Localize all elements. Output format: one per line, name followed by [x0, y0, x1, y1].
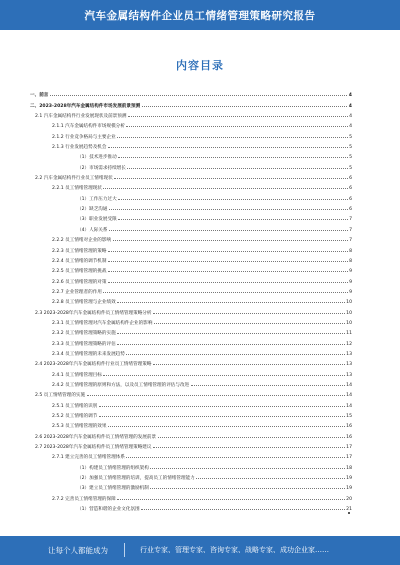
toc-dot-leader — [154, 323, 345, 324]
toc-dot-leader — [153, 447, 345, 448]
toc-dot-leader — [196, 478, 344, 479]
toc-dot-leader — [113, 240, 348, 241]
toc-entry-page: 13 — [346, 351, 352, 357]
toc-entry-page: 14 — [346, 393, 352, 399]
toc-entry-page: 19 — [346, 476, 352, 482]
toc-entry-title: 2.5.3 员工情绪管理的效果 — [52, 424, 107, 430]
toc-entry[interactable] — [30, 222, 352, 232]
toc-dot-leader — [108, 426, 345, 427]
toc-entry-page: 12 — [346, 341, 352, 347]
toc-entry-title: （2）加强员工情绪管理的培训，提高员工的情绪管理能力 — [77, 476, 195, 482]
toc-entry-title: 2.2.8 员工情绪管理与企业绩效 — [52, 300, 116, 306]
toc-entry[interactable] — [30, 119, 352, 129]
toc-dot-leader — [103, 292, 347, 293]
toc-entry[interactable] — [30, 367, 352, 377]
toc-entry[interactable] — [30, 150, 352, 160]
footer-bar — [0, 536, 400, 565]
toc-entry-page: 5 — [349, 145, 352, 151]
toc-entry-page: 21 — [346, 507, 352, 513]
toc-entry[interactable] — [30, 357, 352, 367]
toc-entry-title: 2.3.3 员工情绪管理策略的评估 — [52, 341, 116, 347]
toc-entry[interactable] — [30, 450, 352, 460]
toc-entry[interactable] — [30, 440, 352, 450]
toc-entry-title: （2）缺乏沟通 — [77, 207, 108, 213]
header-title: 汽车金属结构件企业员工情绪管理策略研究报告 — [84, 9, 316, 22]
toc-entry[interactable] — [30, 274, 352, 284]
toc-entry-title: （3）职业发展受限 — [77, 217, 117, 223]
toc-entry[interactable] — [30, 471, 352, 481]
toc-entry-page: 18 — [346, 465, 352, 471]
footer-slogan-left: 让每个人都能成为 — [48, 546, 108, 555]
toc-entry-page: 16 — [346, 424, 352, 430]
toc-entry[interactable] — [30, 398, 352, 408]
toc-entry-page: 5 — [349, 134, 352, 140]
toc-entry-title: 2.2.4 员工情绪的调节机制 — [52, 258, 107, 264]
toc-dot-leader — [117, 302, 344, 303]
toc-entry-page: 4 — [348, 93, 352, 99]
toc-dot-leader — [118, 157, 347, 158]
toc-dot-leader — [150, 488, 344, 489]
toc-dot-leader — [109, 230, 348, 231]
toc-dot-leader — [117, 137, 347, 138]
toc-entry-title: 2.4.1 员工情绪管理目标 — [52, 372, 102, 378]
toc-dot-leader — [117, 344, 344, 345]
toc-entry-title: （1）构建员工情绪管理的组织架构 — [77, 465, 149, 471]
toc-entry[interactable] — [30, 129, 352, 139]
toc-entry-page: 9 — [349, 289, 352, 295]
toc-entry-page: 13 — [346, 362, 352, 368]
toc-entry[interactable] — [30, 316, 352, 326]
toc-entry-title: 2.2.7 企业管理者的作用 — [52, 289, 102, 295]
toc-dot-leader — [114, 178, 347, 179]
toc-entry-title: （1）技术进步推动 — [77, 155, 117, 161]
toc-dot-leader — [158, 437, 345, 438]
toc-entry-page: 5 — [349, 155, 352, 161]
toc-entry[interactable] — [30, 419, 352, 429]
toc-entry-page: 17 — [346, 445, 352, 451]
toc-entry-page: 19 — [346, 486, 352, 492]
toc-entry-title: 2.3.4 员工情绪管理的未来发展趋势 — [52, 351, 125, 357]
header-bar — [0, 0, 400, 30]
toc-dot-leader — [99, 406, 345, 407]
toc-entry-page: 16 — [346, 434, 352, 440]
toc-entry-page: 6 — [349, 176, 352, 182]
toc-entry-title: 二、2023-2028年汽车金属结构件市场发展前景预测 — [30, 103, 141, 109]
toc-entry-title: 2.7.1 建立完善的员工情绪管理体系 — [52, 455, 125, 461]
toc-entry[interactable] — [30, 243, 352, 253]
toc-entry-title: 2.5 员工情绪管理的实施 — [35, 393, 86, 399]
toc-entry[interactable] — [30, 429, 352, 439]
toc-dot-leader — [117, 333, 344, 334]
toc-entry[interactable] — [30, 378, 352, 388]
toc-entry-title: 2.6 2023-2028年汽车金属结构件员工情绪管理的发展前景 — [35, 434, 157, 440]
toc-dot-leader — [127, 168, 347, 169]
toc-entry[interactable] — [30, 388, 352, 398]
toc-entry[interactable] — [30, 305, 352, 315]
toc-dot-leader — [153, 313, 345, 314]
toc-entry-page: 10 — [346, 310, 352, 316]
toc-entry-title: （3）建立员工情绪管理的激励机制 — [77, 486, 149, 492]
table-of-contents — [30, 88, 352, 512]
toc-entry-title: 2.1 汽车金属结构件行业发展现状及前景预测 — [35, 114, 127, 120]
toc-dot-leader — [191, 385, 345, 386]
toc-entry-title: 2.4 2023-2028年汽车金属结构件行业员工情绪管理策略 — [35, 362, 152, 368]
toc-entry-title: 一、前言 — [30, 93, 49, 99]
toc-dot-leader — [150, 468, 344, 469]
toc-dot-leader — [128, 116, 348, 117]
toc-entry-page: 11 — [346, 331, 352, 337]
toc-entry[interactable] — [30, 347, 352, 357]
toc-entry-title: 2.2.2 员工情绪对企业的影响 — [52, 238, 112, 244]
toc-entry-title: 2.2.5 员工情绪管理的挑战 — [52, 269, 107, 275]
toc-entry[interactable] — [30, 460, 352, 470]
toc-dot-leader — [108, 261, 348, 262]
footer-slogan-right: 行业专家、管理专家、咨询专家、战略专家、成功企业家…… — [140, 546, 329, 554]
toc-entry-page: 4 — [349, 124, 352, 130]
page-mark — [348, 512, 350, 514]
toc-entry-title: 2.3.1 员工情绪管理对汽车金属结构件企业的影响 — [52, 320, 153, 326]
toc-entry[interactable] — [30, 264, 352, 274]
toc-entry-page: 6 — [349, 207, 352, 213]
toc-entry-page: 7 — [349, 217, 352, 223]
toc-entry-page: 17 — [346, 455, 352, 461]
toc-entry-title: 2.2.1 员工情绪管理现状 — [52, 186, 102, 192]
toc-entry-page: 8 — [349, 248, 352, 254]
toc-entry-page: 7 — [349, 238, 352, 244]
toc-entry-page: 10 — [346, 300, 352, 306]
toc-dot-leader — [126, 354, 344, 355]
toc-dot-leader — [103, 375, 344, 376]
toc-entry-page: 20 — [346, 496, 352, 502]
toc-entry[interactable] — [30, 181, 352, 191]
toc-entry-page: 8 — [349, 258, 352, 264]
toc-dot-leader — [87, 395, 345, 396]
toc-entry-title: 2.7.2 完善员工情绪管理的保障 — [52, 496, 116, 502]
toc-dot-leader — [126, 126, 347, 127]
toc-entry-title: 2.2.3 员工情绪管理的策略 — [52, 248, 107, 254]
toc-dot-leader — [99, 416, 345, 417]
toc-dot-leader — [108, 251, 348, 252]
toc-entry[interactable] — [30, 171, 352, 181]
toc-entry-title: 2.2 汽车金属结构件行业员工情绪现状 — [35, 176, 113, 182]
toc-entry[interactable] — [30, 202, 352, 212]
toc-dot-leader — [141, 509, 344, 510]
toc-entry-page: 4 — [349, 114, 352, 120]
toc-dot-leader — [118, 199, 347, 200]
toc-dot-leader — [117, 499, 344, 500]
toc-dot-leader — [103, 188, 347, 189]
toc-entry-page: 6 — [349, 186, 352, 192]
toc-entry[interactable] — [30, 212, 352, 222]
footer-divider — [124, 543, 125, 557]
toc-entry-title: 2.5.2 员工情绪的调节 — [52, 414, 98, 419]
toc-entry[interactable] — [30, 254, 352, 264]
toc-entry[interactable] — [30, 160, 352, 170]
toc-entry-page: 4 — [348, 103, 352, 109]
toc-entry-page: 13 — [346, 372, 352, 378]
toc-dot-leader — [109, 209, 348, 210]
toc-dot-leader — [126, 457, 344, 458]
toc-entry[interactable] — [30, 233, 352, 243]
toc-entry[interactable] — [30, 98, 352, 108]
toc-entry[interactable] — [30, 140, 352, 150]
toc-dot-leader — [108, 271, 348, 272]
toc-entry-title: 2.3 2023-2028年汽车金属结构件员工情绪管理策略分析 — [35, 310, 152, 316]
toc-entry[interactable] — [30, 109, 352, 119]
toc-entry-title: （1）营造和谐的企业文化氛围 — [77, 507, 140, 513]
toc-entry-page: 6 — [349, 196, 352, 202]
toc-dot-leader — [108, 282, 348, 283]
toc-entry[interactable] — [30, 88, 352, 98]
toc-entry-page: 14 — [346, 403, 352, 409]
toc-entry-page: 9 — [349, 279, 352, 285]
toc-dot-leader — [108, 147, 348, 148]
toc-entry-title: 2.2.6 员工情绪管理的对策 — [52, 279, 107, 285]
toc-dot-leader — [118, 219, 347, 220]
toc-entry-title: 2.1.2 行业竞争格局与主要企业 — [52, 134, 116, 140]
toc-entry[interactable] — [30, 502, 352, 512]
toc-entry[interactable] — [30, 409, 352, 419]
toc-entry-title: （1）工作压力过大 — [77, 196, 117, 202]
toc-entry-title: 2.1.3 行业发展趋势及机会 — [52, 145, 107, 151]
toc-entry[interactable] — [30, 481, 352, 491]
toc-entry[interactable] — [30, 191, 352, 201]
toc-entry[interactable] — [30, 295, 352, 305]
toc-dot-leader — [153, 364, 345, 365]
toc-entry-page: 14 — [346, 382, 352, 388]
toc-entry[interactable] — [30, 285, 352, 295]
toc-entry-page: 7 — [349, 227, 352, 233]
toc-dot-leader — [50, 95, 347, 96]
toc-entry-title: 2.4.2 员工情绪管理的原则和方法，以及员工情绪管理的评估与改进 — [52, 382, 190, 388]
toc-dot-leader — [142, 106, 348, 107]
toc-entry-title: （2）市场需求持续增长 — [77, 165, 126, 171]
page-title: 内容目录 — [176, 59, 224, 72]
toc-entry-title: 2.5.1 员工情绪的识别 — [52, 403, 98, 409]
toc-entry-page: 15 — [346, 414, 352, 419]
toc-entry-title: 2.7 2023-2028年汽车金属结构件员工情绪管理策略建议 — [35, 445, 152, 451]
toc-entry[interactable] — [30, 326, 352, 336]
toc-entry-page: 9 — [349, 269, 352, 275]
toc-entry-title: （4）人际关系 — [77, 227, 108, 233]
toc-entry-title: 2.1.1 汽车金属结构件市场规模分析 — [52, 124, 125, 130]
toc-entry[interactable] — [30, 491, 352, 501]
toc-entry-page: 10 — [346, 320, 352, 326]
toc-entry[interactable] — [30, 336, 352, 346]
toc-entry-page: 5 — [349, 165, 352, 171]
toc-entry-title: 2.3.2 员工情绪管理策略的实施 — [52, 331, 116, 337]
